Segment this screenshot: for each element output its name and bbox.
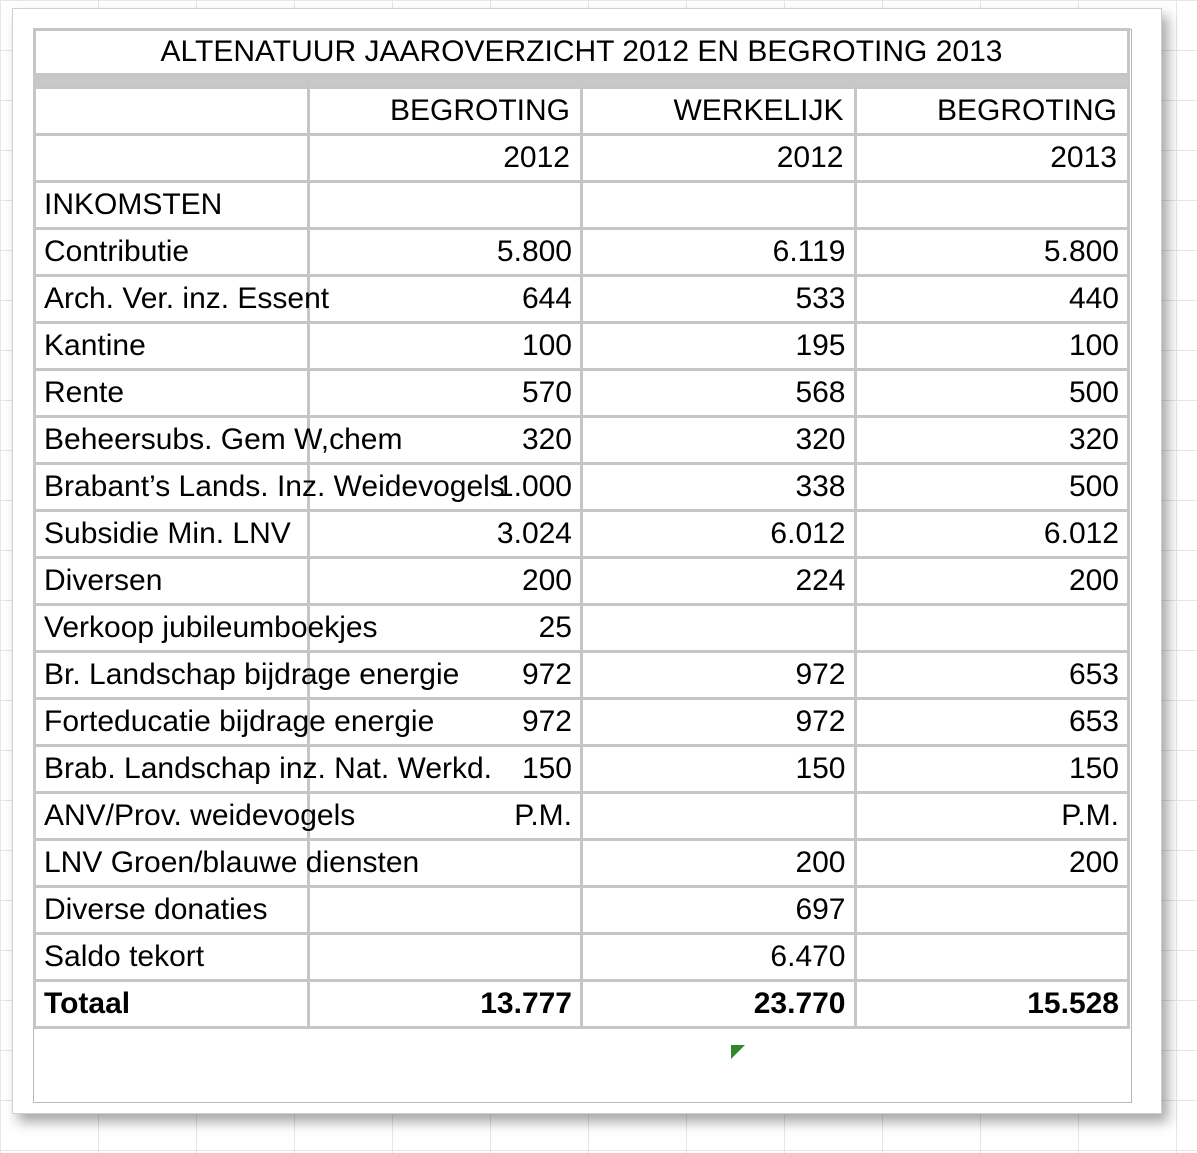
row-value[interactable]: P.M.: [855, 793, 1129, 840]
section-row: [35, 182, 1129, 229]
row-value[interactable]: [855, 934, 1129, 981]
band-cell: [855, 75, 1129, 88]
row-value[interactable]: 320: [582, 417, 856, 464]
column-year[interactable]: 2012: [308, 135, 582, 182]
row-label[interactable]: Brabant’s Lands. Inz. Weidevogels: [35, 464, 309, 511]
row-value[interactable]: 5.800: [308, 229, 582, 276]
row-value[interactable]: 6.119: [582, 229, 856, 276]
row-label[interactable]: Diverse donaties: [35, 887, 309, 934]
row-value[interactable]: 195: [582, 323, 856, 370]
row-label[interactable]: LNV Groen/blauwe diensten: [35, 840, 309, 887]
table-cell[interactable]: [855, 182, 1129, 229]
row-value[interactable]: 200: [855, 840, 1129, 887]
header-empty-cell[interactable]: [35, 135, 309, 182]
row-value[interactable]: 5.800: [855, 229, 1129, 276]
row-value[interactable]: [582, 793, 856, 840]
table-row: [35, 652, 1129, 699]
table-row: [35, 887, 1129, 934]
row-value[interactable]: 972: [582, 652, 856, 699]
row-value[interactable]: 972: [308, 652, 582, 699]
row-value[interactable]: 1.000: [308, 464, 582, 511]
row-value[interactable]: 3.024: [308, 511, 582, 558]
row-value[interactable]: 338: [582, 464, 856, 511]
row-value[interactable]: 6.012: [582, 511, 856, 558]
table-row: [35, 840, 1129, 887]
row-label[interactable]: Kantine: [35, 323, 309, 370]
row-value[interactable]: 440: [855, 276, 1129, 323]
row-label[interactable]: Forteducatie bijdrage energie: [35, 699, 309, 746]
row-value[interactable]: 100: [855, 323, 1129, 370]
row-label[interactable]: Diversen: [35, 558, 309, 605]
column-header[interactable]: BEGROTING: [855, 88, 1129, 135]
row-value[interactable]: 100: [308, 323, 582, 370]
row-label[interactable]: Subsidie Min. LNV: [35, 511, 309, 558]
table-cell[interactable]: [308, 182, 582, 229]
column-year[interactable]: 2012: [582, 135, 856, 182]
row-label[interactable]: Verkoop jubileumboekjes: [35, 605, 309, 652]
total-value[interactable]: 15.528: [855, 981, 1129, 1028]
table-row: [35, 229, 1129, 276]
row-value[interactable]: [855, 605, 1129, 652]
header-band: [35, 75, 1129, 88]
table-row: [35, 793, 1129, 840]
row-value[interactable]: 972: [582, 699, 856, 746]
cell-comment-indicator: [731, 1045, 745, 1059]
table-row: [35, 370, 1129, 417]
row-value[interactable]: 644: [308, 276, 582, 323]
row-value[interactable]: 224: [582, 558, 856, 605]
row-value[interactable]: 25: [308, 605, 582, 652]
row-value[interactable]: 697: [582, 887, 856, 934]
row-label[interactable]: Rente: [35, 370, 309, 417]
band-cell: [582, 75, 856, 88]
table-row: [35, 746, 1129, 793]
total-value[interactable]: 13.777: [308, 981, 582, 1028]
section-label[interactable]: INKOMSTEN: [35, 182, 309, 229]
row-label[interactable]: Beheersubs. Gem W,chem: [35, 417, 309, 464]
column-year[interactable]: 2013: [855, 135, 1129, 182]
row-value[interactable]: 653: [855, 699, 1129, 746]
row-value[interactable]: 570: [308, 370, 582, 417]
column-header[interactable]: WERKELIJK: [582, 88, 856, 135]
table-row: [35, 558, 1129, 605]
row-value[interactable]: 500: [855, 464, 1129, 511]
header-row-1: [35, 88, 1129, 135]
row-value[interactable]: 533: [582, 276, 856, 323]
row-value[interactable]: 6.470: [582, 934, 856, 981]
table-row: [35, 276, 1129, 323]
row-value[interactable]: 200: [308, 558, 582, 605]
header-empty-cell[interactable]: [35, 88, 309, 135]
row-label[interactable]: Saldo tekort: [35, 934, 309, 981]
band-cell: [35, 75, 309, 88]
table-title: ALTENATUUR JAAROVERZICHT 2012 EN BEGROTING 2013: [35, 30, 1129, 75]
row-value[interactable]: 6.012: [855, 511, 1129, 558]
table-row: [35, 605, 1129, 652]
row-value[interactable]: 150: [308, 746, 582, 793]
row-label[interactable]: Contributie: [35, 229, 309, 276]
table-cell[interactable]: [582, 182, 856, 229]
header-row-2: [35, 135, 1129, 182]
row-value[interactable]: 150: [582, 746, 856, 793]
row-label[interactable]: Arch. Ver. inz. Essent: [35, 276, 309, 323]
row-value[interactable]: 568: [582, 370, 856, 417]
title-row: [35, 30, 1129, 75]
table-row: [35, 464, 1129, 511]
total-label[interactable]: Totaal: [35, 981, 309, 1028]
table-row: [35, 934, 1129, 981]
row-value[interactable]: 200: [855, 558, 1129, 605]
row-value[interactable]: 320: [308, 417, 582, 464]
table-row: [35, 699, 1129, 746]
row-value[interactable]: 200: [582, 840, 856, 887]
row-value[interactable]: 972: [308, 699, 582, 746]
total-row: [35, 981, 1129, 1028]
table-row: [35, 323, 1129, 370]
row-value[interactable]: 150: [855, 746, 1129, 793]
table-row: [35, 417, 1129, 464]
row-label[interactable]: Br. Landschap bijdrage energie: [35, 652, 309, 699]
row-label[interactable]: ANV/Prov. weidevogels: [35, 793, 309, 840]
table-row: [35, 511, 1129, 558]
total-value[interactable]: 23.770: [582, 981, 856, 1028]
row-value[interactable]: 320: [855, 417, 1129, 464]
row-value[interactable]: 653: [855, 652, 1129, 699]
budget-table: [33, 28, 1130, 1029]
band-cell: [308, 75, 582, 88]
row-value[interactable]: [308, 934, 582, 981]
row-value[interactable]: [308, 887, 582, 934]
row-value[interactable]: [582, 605, 856, 652]
row-value[interactable]: [855, 887, 1129, 934]
column-header[interactable]: BEGROTING: [308, 88, 582, 135]
row-label[interactable]: Brab. Landschap inz. Nat. Werkd.: [35, 746, 309, 793]
row-value[interactable]: P.M.: [308, 793, 582, 840]
row-value[interactable]: 500: [855, 370, 1129, 417]
